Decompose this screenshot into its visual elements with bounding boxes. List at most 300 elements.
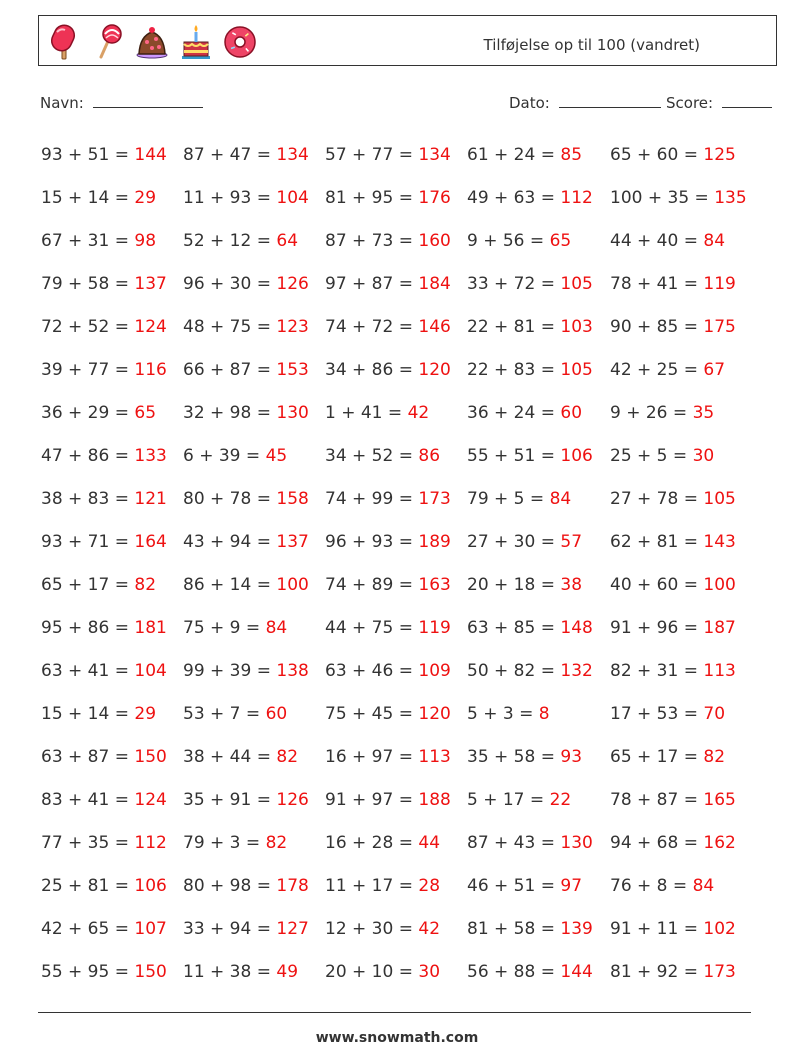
problem-question: 93 + 71 =: [41, 532, 135, 552]
problem-answer: 29: [134, 188, 157, 208]
problem-answer: 29: [134, 704, 157, 724]
problem-item: [183, 833, 287, 853]
problem-answer: 126: [276, 790, 309, 810]
problem-answer: 150: [134, 747, 167, 767]
problem-item: [41, 575, 156, 595]
problem-answer: 163: [418, 575, 451, 595]
problem-item: [325, 188, 451, 208]
problem-item: [325, 618, 451, 638]
problem-item: [325, 274, 451, 294]
name-field: [40, 93, 203, 112]
problem-answer: 123: [276, 317, 309, 337]
problem-question: 5 + 3 =: [467, 704, 539, 724]
problem-item: [41, 833, 167, 853]
problem-question: 96 + 30 =: [183, 274, 277, 294]
problem-answer: 60: [560, 403, 583, 423]
problem-question: 38 + 83 =: [41, 489, 135, 509]
problem-question: 36 + 29 =: [41, 403, 135, 423]
problem-question: 96 + 93 =: [325, 532, 419, 552]
problem-item: [467, 833, 593, 853]
problem-item: [467, 489, 571, 509]
problem-answer: 106: [134, 876, 167, 896]
problem-question: 52 + 12 =: [183, 231, 277, 251]
problem-question: 20 + 18 =: [467, 575, 561, 595]
birthday-cake-icon: [179, 22, 213, 60]
problem-question: 75 + 45 =: [325, 704, 419, 724]
problem-item: [610, 360, 725, 380]
problem-answer: 113: [703, 661, 736, 681]
problem-answer: 173: [703, 962, 736, 982]
problem-answer: 188: [418, 790, 451, 810]
problem-question: 66 + 87 =: [183, 360, 277, 380]
problem-answer: 153: [276, 360, 309, 380]
problem-answer: 137: [134, 274, 167, 294]
problem-question: 79 + 58 =: [41, 274, 135, 294]
problem-answer: 133: [134, 446, 167, 466]
problem-answer: 143: [703, 532, 736, 552]
problem-answer: 189: [418, 532, 451, 552]
problem-answer: 100: [276, 575, 309, 595]
problem-question: 67 + 31 =: [41, 231, 135, 251]
problem-question: 44 + 40 =: [610, 231, 704, 251]
problem-answer: 126: [276, 274, 309, 294]
problem-answer: 28: [418, 876, 441, 896]
problem-question: 56 + 88 =: [467, 962, 561, 982]
problem-question: 35 + 91 =: [183, 790, 277, 810]
problem-answer: 150: [134, 962, 167, 982]
problem-question: 87 + 73 =: [325, 231, 419, 251]
problem-question: 63 + 46 =: [325, 661, 419, 681]
problem-question: 34 + 52 =: [325, 446, 419, 466]
problem-answer: 105: [560, 360, 593, 380]
problem-item: [325, 661, 451, 681]
problem-answer: 104: [276, 188, 309, 208]
problem-answer: 22: [549, 790, 572, 810]
problem-question: 15 + 14 =: [41, 704, 135, 724]
problem-answer: 132: [560, 661, 593, 681]
problem-item: [183, 489, 309, 509]
problem-item: [610, 919, 736, 939]
problem-item: [41, 317, 167, 337]
problem-item: [610, 575, 736, 595]
problem-item: [467, 446, 593, 466]
problem-question: 25 + 81 =: [41, 876, 135, 896]
problem-question: 83 + 41 =: [41, 790, 135, 810]
problem-item: [325, 145, 451, 165]
problem-question: 53 + 7 =: [183, 704, 266, 724]
problem-answer: 124: [134, 317, 167, 337]
problem-question: 87 + 43 =: [467, 833, 561, 853]
problem-item: [467, 532, 582, 552]
problem-question: 17 + 53 =: [610, 704, 704, 724]
problem-question: 65 + 17 =: [610, 747, 704, 767]
date-line[interactable]: [559, 93, 661, 108]
problem-item: [183, 403, 309, 423]
problem-item: [610, 618, 736, 638]
date-label: Dato:: [509, 94, 550, 112]
problem-question: 33 + 72 =: [467, 274, 561, 294]
problem-answer: 45: [265, 446, 288, 466]
problem-question: 97 + 87 =: [325, 274, 419, 294]
problem-answer: 86: [418, 446, 441, 466]
problem-question: 6 + 39 =: [183, 446, 266, 466]
problem-answer: 134: [276, 145, 309, 165]
problem-answer: 30: [418, 962, 441, 982]
name-line[interactable]: [93, 93, 203, 108]
problem-question: 32 + 98 =: [183, 403, 277, 423]
problem-question: 12 + 30 =: [325, 919, 419, 939]
problem-question: 20 + 10 =: [325, 962, 419, 982]
problem-question: 42 + 25 =: [610, 360, 704, 380]
problem-answer: 116: [134, 360, 167, 380]
problem-question: 63 + 41 =: [41, 661, 135, 681]
problem-question: 1 + 41 =: [325, 403, 408, 423]
problem-answer: 84: [549, 489, 572, 509]
problem-item: [325, 833, 440, 853]
problem-answer: 103: [560, 317, 593, 337]
problem-item: [41, 446, 167, 466]
problem-item: [41, 790, 167, 810]
donut-icon: [223, 22, 257, 60]
problem-answer: 144: [560, 962, 593, 982]
problem-answer: 146: [418, 317, 451, 337]
problem-item: [325, 231, 451, 251]
problem-answer: 106: [560, 446, 593, 466]
problem-item: [610, 274, 736, 294]
problem-answer: 97: [560, 876, 583, 896]
worksheet-header: [38, 15, 777, 66]
problem-item: [467, 360, 593, 380]
problem-item: [467, 790, 571, 810]
problem-answer: 165: [703, 790, 736, 810]
problem-question: 62 + 81 =: [610, 532, 704, 552]
problem-item: [41, 747, 167, 767]
problem-question: 63 + 87 =: [41, 747, 135, 767]
problem-item: [610, 790, 736, 810]
problem-answer: 98: [134, 231, 157, 251]
problem-question: 81 + 95 =: [325, 188, 419, 208]
problem-item: [183, 575, 309, 595]
problem-item: [325, 489, 451, 509]
problem-question: 81 + 92 =: [610, 962, 704, 982]
problem-question: 39 + 77 =: [41, 360, 135, 380]
problem-question: 27 + 30 =: [467, 532, 561, 552]
problem-answer: 82: [276, 747, 299, 767]
problem-question: 55 + 95 =: [41, 962, 135, 982]
problem-answer: 100: [703, 575, 736, 595]
problem-question: 34 + 86 =: [325, 360, 419, 380]
problem-item: [41, 661, 167, 681]
problem-answer: 8: [538, 704, 550, 724]
problem-answer: 113: [418, 747, 451, 767]
problem-question: 63 + 85 =: [467, 618, 561, 638]
problem-item: [610, 962, 736, 982]
problem-question: 27 + 78 =: [610, 489, 704, 509]
problem-question: 75 + 9 =: [183, 618, 266, 638]
problem-question: 22 + 83 =: [467, 360, 561, 380]
problem-question: 95 + 86 =: [41, 618, 135, 638]
problem-item: [183, 274, 309, 294]
problem-answer: 84: [703, 231, 726, 251]
problem-answer: 35: [692, 403, 715, 423]
problem-question: 65 + 60 =: [610, 145, 704, 165]
problem-question: 74 + 89 =: [325, 575, 419, 595]
problem-question: 80 + 98 =: [183, 876, 277, 896]
problem-answer: 181: [134, 618, 167, 638]
problem-answer: 121: [134, 489, 167, 509]
problem-item: [183, 317, 309, 337]
name-label: Navn:: [40, 94, 84, 112]
score-line[interactable]: [722, 93, 772, 108]
problem-question: 43 + 94 =: [183, 532, 277, 552]
problem-question: 35 + 58 =: [467, 747, 561, 767]
problem-answer: 184: [418, 274, 451, 294]
problem-question: 72 + 52 =: [41, 317, 135, 337]
problem-item: [610, 532, 736, 552]
problem-answer: 112: [134, 833, 167, 853]
problem-question: 81 + 58 =: [467, 919, 561, 939]
problem-question: 47 + 86 =: [41, 446, 135, 466]
problem-item: [325, 790, 451, 810]
problem-item: [610, 231, 725, 251]
problem-item: [610, 661, 736, 681]
problem-answer: 30: [692, 446, 715, 466]
problem-item: [610, 188, 747, 208]
problem-answer: 105: [560, 274, 593, 294]
problem-answer: 175: [703, 317, 736, 337]
problem-answer: 162: [703, 833, 736, 853]
problem-question: 46 + 51 =: [467, 876, 561, 896]
problem-question: 74 + 99 =: [325, 489, 419, 509]
problem-item: [183, 962, 298, 982]
problem-answer: 119: [418, 618, 451, 638]
problem-item: [610, 704, 725, 724]
problem-answer: 127: [276, 919, 309, 939]
problem-question: 94 + 68 =: [610, 833, 704, 853]
problem-answer: 38: [560, 575, 583, 595]
problem-item: [325, 747, 451, 767]
date-field: [509, 93, 661, 112]
problem-question: 57 + 77 =: [325, 145, 419, 165]
problem-question: 80 + 78 =: [183, 489, 277, 509]
problem-question: 9 + 56 =: [467, 231, 550, 251]
problem-item: [183, 188, 309, 208]
problem-question: 90 + 85 =: [610, 317, 704, 337]
problem-question: 36 + 24 =: [467, 403, 561, 423]
problem-answer: 112: [560, 188, 593, 208]
problem-item: [325, 317, 451, 337]
problem-item: [325, 704, 451, 724]
problem-question: 5 + 17 =: [467, 790, 550, 810]
problem-answer: 187: [703, 618, 736, 638]
problem-item: [183, 919, 309, 939]
problem-question: 16 + 28 =: [325, 833, 419, 853]
problem-item: [41, 360, 167, 380]
problem-item: [467, 231, 571, 251]
problem-question: 78 + 41 =: [610, 274, 704, 294]
problem-question: 55 + 51 =: [467, 446, 561, 466]
problem-question: 40 + 60 =: [610, 575, 704, 595]
problem-item: [183, 876, 309, 896]
problem-answer: 42: [407, 403, 430, 423]
problem-question: 48 + 75 =: [183, 317, 277, 337]
problem-question: 65 + 17 =: [41, 575, 135, 595]
problem-question: 77 + 35 =: [41, 833, 135, 853]
problem-question: 61 + 24 =: [467, 145, 561, 165]
problem-item: [183, 661, 309, 681]
problem-answer: 176: [418, 188, 451, 208]
problem-item: [467, 188, 593, 208]
problem-item: [325, 919, 440, 939]
problem-item: [41, 274, 167, 294]
problem-item: [41, 489, 167, 509]
problem-answer: 65: [549, 231, 572, 251]
footer-url: www.snowmath.com: [315, 1030, 479, 1046]
problem-question: 44 + 75 =: [325, 618, 419, 638]
problem-item: [610, 403, 714, 423]
problem-answer: 130: [276, 403, 309, 423]
problem-answer: 102: [703, 919, 736, 939]
problem-item: [183, 747, 298, 767]
score-label: Score:: [666, 94, 714, 112]
problem-answer: 144: [134, 145, 167, 165]
problem-question: 79 + 5 =: [467, 489, 550, 509]
problem-answer: 42: [418, 919, 441, 939]
problem-item: [610, 747, 725, 767]
problem-question: 50 + 82 =: [467, 661, 561, 681]
icon-strip: [47, 22, 257, 60]
problem-question: 91 + 96 =: [610, 618, 704, 638]
problem-item: [41, 618, 167, 638]
problem-question: 79 + 3 =: [183, 833, 266, 853]
problem-item: [41, 704, 156, 724]
problem-question: 82 + 31 =: [610, 661, 704, 681]
problem-question: 11 + 38 =: [183, 962, 277, 982]
chocolate-cake-icon: [135, 22, 169, 60]
problem-answer: 120: [418, 704, 451, 724]
problem-answer: 137: [276, 532, 309, 552]
popsicle-icon: [47, 22, 81, 60]
problem-answer: 134: [418, 145, 451, 165]
problem-item: [467, 747, 582, 767]
problem-question: 22 + 81 =: [467, 317, 561, 337]
problem-answer: 84: [692, 876, 715, 896]
problem-item: [183, 145, 309, 165]
problem-answer: 138: [276, 661, 309, 681]
problem-answer: 67: [703, 360, 726, 380]
problem-item: [41, 231, 156, 251]
problem-item: [183, 446, 287, 466]
problem-item: [41, 876, 167, 896]
problem-answer: 178: [276, 876, 309, 896]
problem-question: 16 + 97 =: [325, 747, 419, 767]
problem-item: [325, 360, 451, 380]
problem-item: [325, 403, 429, 423]
problem-item: [41, 403, 156, 423]
problem-item: [467, 403, 582, 423]
problem-answer: 148: [560, 618, 593, 638]
problem-item: [325, 876, 440, 896]
problem-item: [325, 962, 440, 982]
problem-question: 86 + 14 =: [183, 575, 277, 595]
problem-item: [610, 833, 736, 853]
problem-answer: 104: [134, 661, 167, 681]
problem-item: [467, 962, 593, 982]
problem-answer: 84: [265, 618, 288, 638]
problem-question: 100 + 35 =: [610, 188, 715, 208]
problem-answer: 164: [134, 532, 167, 552]
problem-question: 33 + 94 =: [183, 919, 277, 939]
problem-question: 11 + 93 =: [183, 188, 277, 208]
problem-question: 99 + 39 =: [183, 661, 277, 681]
problem-question: 76 + 8 =: [610, 876, 693, 896]
problem-item: [183, 790, 309, 810]
problem-answer: 135: [714, 188, 747, 208]
problem-item: [41, 962, 167, 982]
problem-answer: 49: [276, 962, 299, 982]
footer-divider: [38, 1012, 751, 1013]
problem-answer: 60: [265, 704, 288, 724]
problem-question: 91 + 11 =: [610, 919, 704, 939]
problem-answer: 120: [418, 360, 451, 380]
problem-answer: 119: [703, 274, 736, 294]
problem-item: [467, 661, 593, 681]
problem-question: 42 + 65 =: [41, 919, 135, 939]
problem-answer: 130: [560, 833, 593, 853]
problem-question: 9 + 26 =: [610, 403, 693, 423]
problem-answer: 70: [703, 704, 726, 724]
problem-question: 15 + 14 =: [41, 188, 135, 208]
problem-answer: 82: [265, 833, 288, 853]
problem-answer: 44: [418, 833, 441, 853]
problem-item: [467, 317, 593, 337]
problem-item: [183, 360, 309, 380]
problem-item: [325, 575, 451, 595]
worksheet-title: Tilføjelse op til 100 (vandret): [483, 36, 700, 54]
problem-question: 91 + 97 =: [325, 790, 419, 810]
problem-item: [41, 188, 156, 208]
problem-question: 38 + 44 =: [183, 747, 277, 767]
problem-item: [610, 317, 736, 337]
problem-item: [467, 618, 593, 638]
problem-item: [467, 145, 582, 165]
problem-item: [183, 704, 287, 724]
problem-answer: 125: [703, 145, 736, 165]
problem-item: [610, 446, 714, 466]
problem-item: [610, 489, 736, 509]
problem-answer: 107: [134, 919, 167, 939]
problem-answer: 105: [703, 489, 736, 509]
problem-question: 49 + 63 =: [467, 188, 561, 208]
problem-answer: 158: [276, 489, 309, 509]
problem-answer: 65: [134, 403, 157, 423]
problem-item: [183, 231, 298, 251]
problem-answer: 124: [134, 790, 167, 810]
problem-answer: 82: [134, 575, 157, 595]
problem-question: 93 + 51 =: [41, 145, 135, 165]
problem-question: 87 + 47 =: [183, 145, 277, 165]
problem-item: [183, 618, 287, 638]
lollipop-icon: [91, 22, 125, 60]
problem-answer: 85: [560, 145, 583, 165]
score-field: [666, 93, 772, 112]
problem-question: 78 + 87 =: [610, 790, 704, 810]
problem-item: [41, 919, 167, 939]
problem-answer: 173: [418, 489, 451, 509]
problem-answer: 57: [560, 532, 583, 552]
problem-item: [325, 446, 440, 466]
problem-answer: 109: [418, 661, 451, 681]
